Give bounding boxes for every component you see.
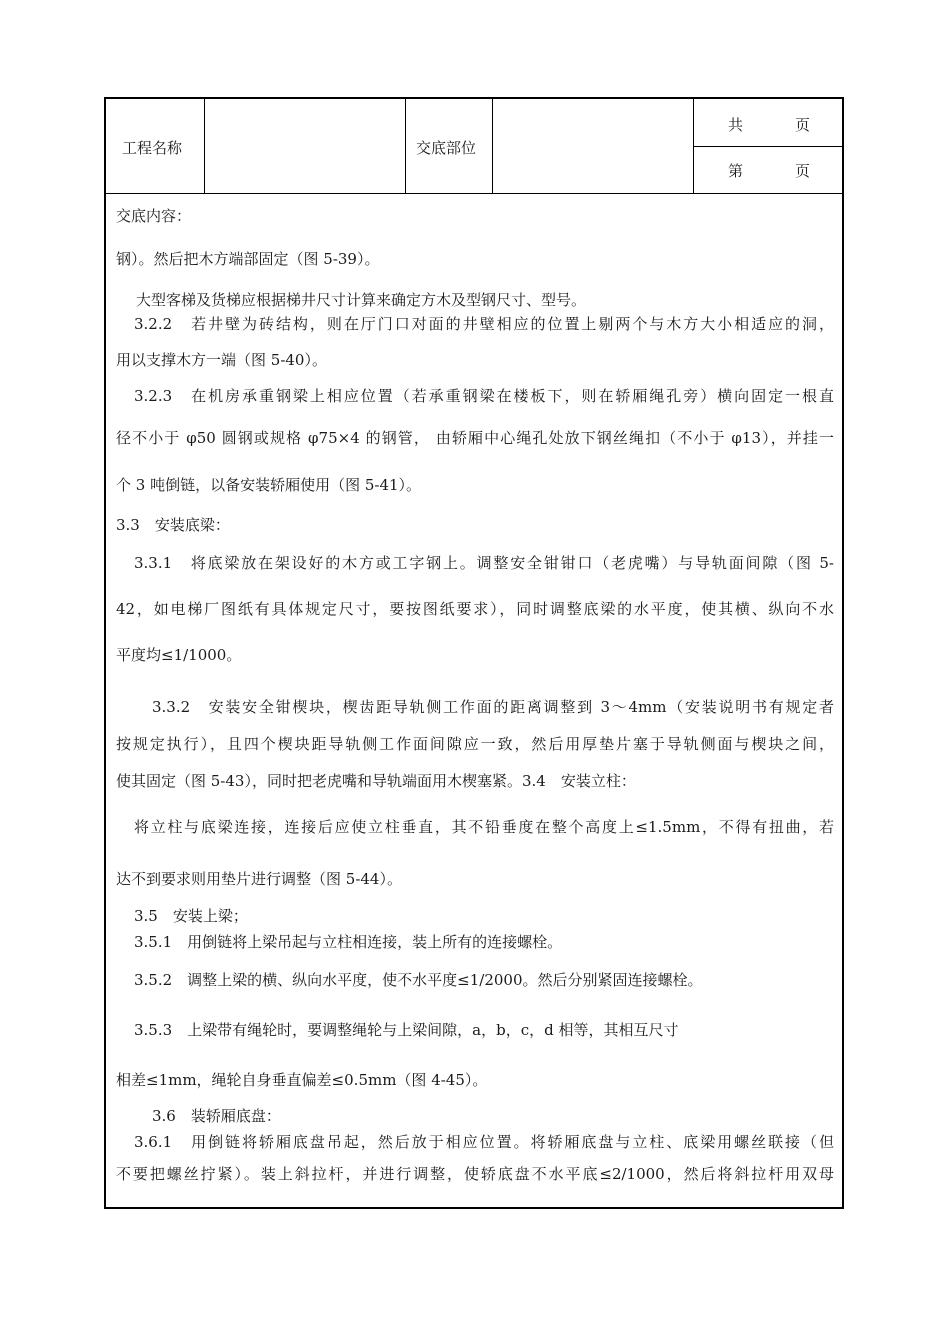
content-line: 3.2.3 在机房承重钢梁上相应位置（若承重钢梁在楼板下，则在轿厢绳孔旁）横向固定一根直	[134, 387, 834, 405]
divider	[492, 99, 493, 193]
content-line: 3.2.2 若井壁为砖结构，则在厅门口对面的井壁相应的位置上剔两个与木方大小相适应的洞，	[134, 315, 834, 333]
document-table	[104, 97, 844, 1209]
content-section-heading: 3.5 安装上梁；	[134, 907, 248, 925]
content-line: 相差≤1mm，绳轮自身垂直偏差≤0.5mm（图 4-45）。	[116, 1071, 488, 1089]
project-name-label: 工程名称	[122, 139, 183, 157]
header-row	[106, 99, 842, 194]
page-no-label-a: 第	[728, 162, 744, 180]
content-line: 42，如电梯厂图纸有具体规定尺寸，要按图纸要求），同时调整底梁的水平度，使其横、纵向不水	[116, 600, 834, 618]
content-line: 3.6.1 用倒链将轿厢底盘吊起，然后放于相应位置。将轿厢底盘与立柱、底梁用螺丝联接（但	[134, 1133, 834, 1151]
content-section-heading: 3.6 装轿厢底盘：	[152, 1107, 281, 1125]
content-line: 大型客梯及货梯应根据梯井尺寸计算来确定方木及型钢尺寸、型号。	[136, 291, 587, 309]
divider	[405, 99, 406, 193]
content-line: 径不小于 φ50 圆钢或规格 φ75×4 的钢管， 由轿厢中心绳孔处放下钢丝绳扣（不小于 φ13），并挂一	[116, 429, 834, 447]
content-line: 用以支撑木方一端（图 5-40）。	[116, 351, 327, 369]
divider	[693, 146, 844, 147]
total-pages-label-b: 页	[795, 116, 811, 134]
content-line: 3.3.1 将底梁放在架设好的木方或工字钢上。调整安全钳钳口（老虎嘴）与导轨面间隙（图 5-	[134, 554, 834, 572]
content-line: 3.5.3 上梁带有绳轮时，要调整绳轮与上梁间隙，a，b，c，d 相等，其相互尺寸	[134, 1021, 679, 1039]
part-label: 交底部位	[416, 139, 477, 157]
content-line: 平度均≤1/1000。	[116, 646, 242, 664]
content-heading: 交底内容：	[116, 207, 192, 225]
content-line: 不要把螺丝拧紧）。装上斜拉杆，并进行调整，使轿底盘不水平底≤2/1000，然后将斜拉杆用双母	[116, 1165, 834, 1183]
total-pages-label-a: 共	[728, 116, 744, 134]
content-line: 个 3 吨倒链，以备安装轿厢使用（图 5-41）。	[116, 476, 422, 494]
content-line: 按规定执行），且四个楔块距导轨侧工作面间隙应一致，然后用厚垫片塞于导轨侧面与楔块之间，	[116, 735, 834, 753]
content-line: 3.5.2 调整上梁的横、纵向水平度，使不水平度≤1/2000。然后分别紧固连接螺栓。	[134, 971, 703, 989]
divider	[204, 99, 205, 193]
page-no-label-b: 页	[795, 162, 811, 180]
content-line: 使其固定（图 5-43），同时把老虎嘴和导轨端面用木楔塞紧。3.4 安装立柱：	[116, 772, 636, 790]
content-section-heading: 3.3 安装底梁：	[116, 516, 230, 534]
content-line: 将立柱与底梁连接，连接后应使立柱垂直，其不铅垂度在整个高度上≤1.5mm，不得有扭曲，若	[134, 818, 834, 836]
content-line: 3.5.1 用倒链将上梁吊起与立柱相连接，装上所有的连接螺栓。	[134, 933, 563, 951]
content-line: 3.3.2 安装安全钳楔块，楔齿距导轨侧工作面的距离调整到 3～4mm（安装说明书有规定者	[152, 698, 834, 716]
content-line: 钢）。然后把木方端部固定（图 5-39）。	[116, 250, 380, 268]
content-line: 达不到要求则用垫片进行调整（图 5-44）。	[116, 870, 402, 888]
